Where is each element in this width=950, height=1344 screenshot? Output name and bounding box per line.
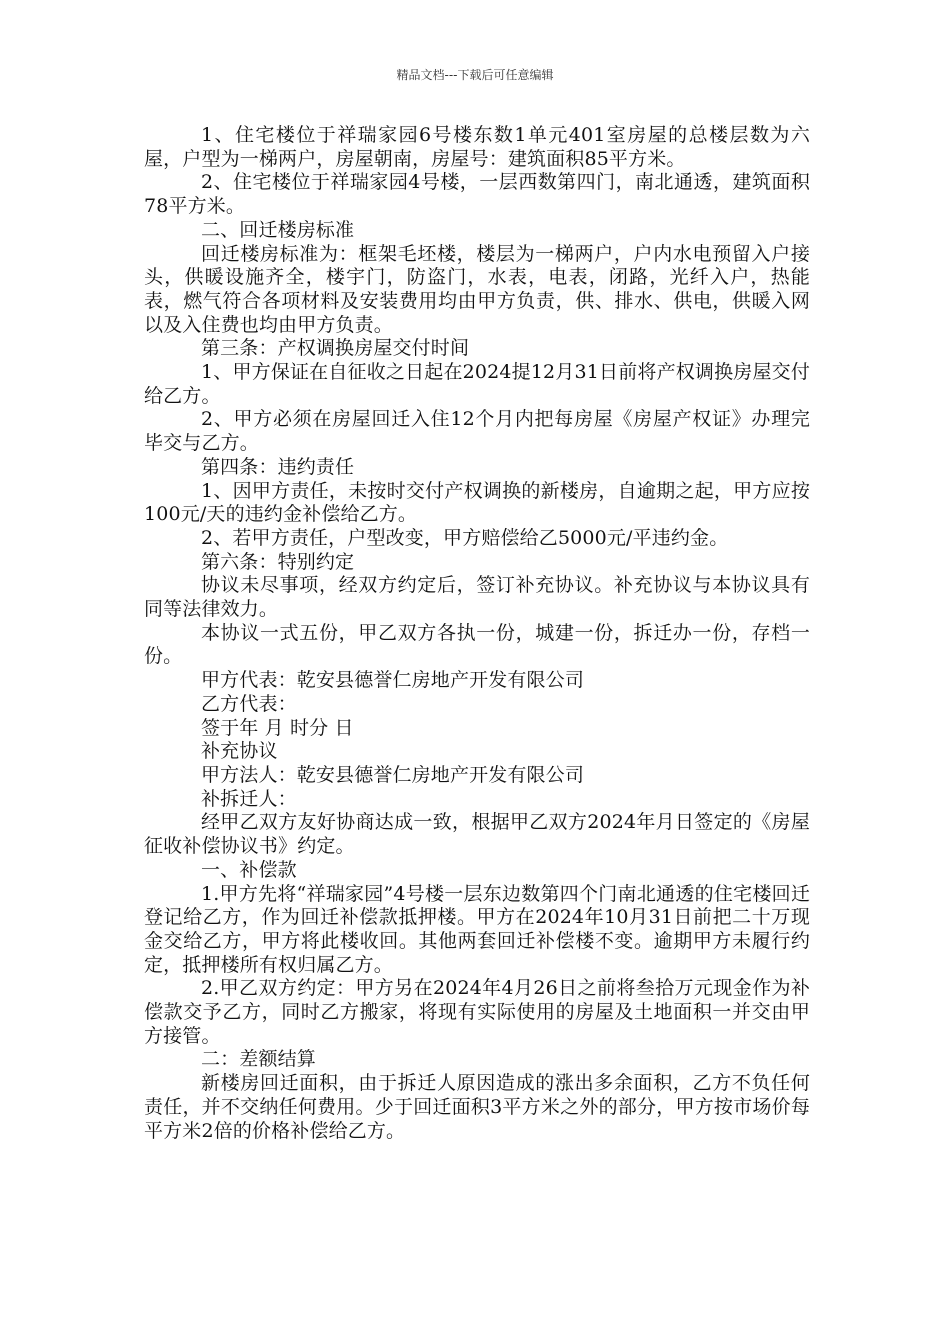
section-heading: 第三条：产权调换房屋交付时间 [201,337,470,360]
section-heading: 补充协议 [201,740,278,763]
paragraph: 回迁楼房标准为：框架毛坯楼，楼层为一梯两户，户内水电预留入户接头，供暖设施齐全，楼宇门，防盗门，水表，电表，闭路，光纤入户，热能表，燃气符合各项材料及安装费用均由甲方负责，供、排水、供电，供暖入网以及入住费也均由甲方负责。 [144,242,810,336]
paragraph: 2.甲乙双方约定：甲方另在2024年4月26日之前将叁拾万元现金作为补偿款交予乙方，同时乙方搬家，将现有实际使用的房屋及土地面积一并交由甲方接管。 [144,977,810,1047]
section-heading: 二、回迁楼房标准 [201,218,355,241]
paragraph: 经甲乙双方友好协商达成一致，根据甲乙双方2024年月日签定的《房屋征收补偿协议书》约定。 [144,811,810,858]
paragraph: 1、甲方保证在自征收之日起在2024提12月31日前将产权调换房屋交付给乙方。 [144,361,810,407]
paragraph: 新楼房回迁面积，由于拆迁人原因造成的涨出多余面积，乙方不负任何责任，并不交纳任何费用。少于回迁面积3平方米之外的部分，甲方按市场价每平方米2倍的价格补偿给乙方。 [144,1072,810,1142]
paragraph: 1、住宅楼位于祥瑞家园6号楼东数1单元401室房屋的总楼层数为六屋，户型为一梯两户，房屋朝南，房屋号：建筑面积85平方米。 [144,124,810,170]
signature-line: 甲方代表：乾安县德誉仁房地产开发有限公司 [201,669,585,692]
paragraph: 协议未尽事项，经双方约定后，签订补充协议。补充协议与本协议具有同等法律效力。 [144,574,810,621]
section-heading: 一、补偿款 [201,858,297,881]
page-header: 精品文档---下载后可任意编辑 [396,68,554,82]
signature-line: 甲方法人：乾安县德誉仁房地产开发有限公司 [201,763,585,786]
paragraph: 1.甲方先将“祥瑞家园”4号楼一层东边数第四个门南北通透的住宅楼回迁登记给乙方，作为回迁补偿款抵押楼。甲方在2024年10月31日前把二十万现金交给乙方，甲方将此楼收回。其他两套回迁补偿楼不变。逾期甲方未履行约定，抵押楼所有权归属乙方。 [144,882,810,976]
paragraph: 2、若甲方责任，户型改变，甲方赔偿给乙5000元/平违约金。 [201,526,729,549]
date-line: 签于年 月 时分 日 [201,716,354,739]
document-body [144,124,810,1143]
signature-line: 补拆迁人： [201,787,297,810]
section-heading: 第四条：违约责任 [201,455,355,478]
paragraph: 本协议一式五份，甲乙双方各执一份，城建一份，拆迁办一份，存档一份。 [144,621,810,668]
paragraph: 2、甲方必须在房屋回迁入住12个月内把每房屋《房屋产权证》办理完毕交与乙方。 [144,408,810,455]
paragraph: 1、因甲方责任，未按时交付产权调换的新楼房，自逾期之起，甲方应按100元/天的违约金补偿给乙方。 [144,479,810,526]
section-heading: 第六条：特别约定 [201,550,355,573]
paragraph: 2、住宅楼位于祥瑞家园4号楼，一层西数第四门，南北通透，建筑面积78平方米。 [144,171,810,218]
signature-line: 乙方代表： [201,692,297,715]
section-heading: 二：差额结算 [201,1048,316,1071]
